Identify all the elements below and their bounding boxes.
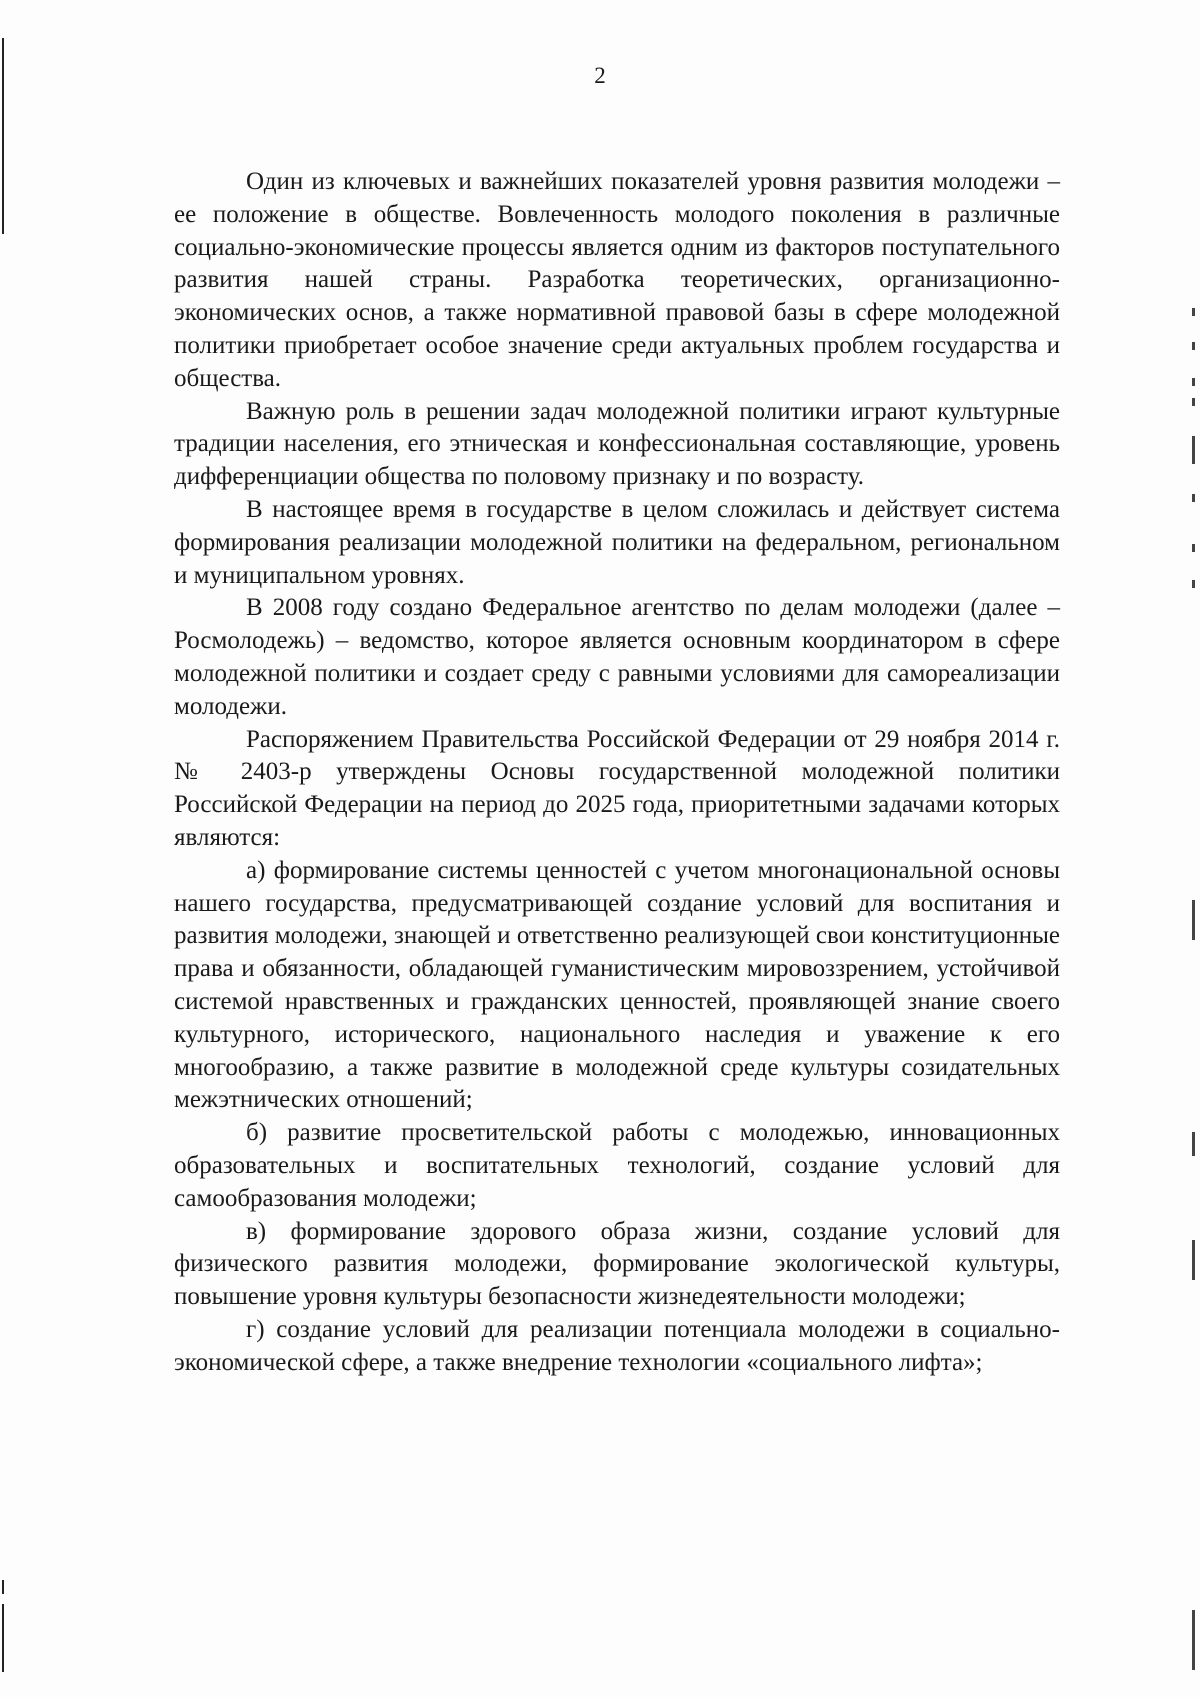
scan-edge-tick <box>1192 308 1195 316</box>
scan-edge-tick <box>1192 398 1195 406</box>
scan-edge-tick <box>1192 1240 1195 1280</box>
scan-edge-tick <box>1192 342 1195 350</box>
scan-edge-tick <box>1192 1610 1195 1670</box>
page-number: 2 <box>594 63 606 88</box>
paragraph-intro: Один из ключевых и важнейших показателей уровня развития молодежи – ее положение в обществе. Вовлеченность молодого поколения в различные социально-экономические процессы является одним из факторов поступательного развития нашей страны. Разработка теоретических, организационно-экономических основ, а также нормативной правовой базы в сфере молодежной политики приобретает особое значение среди актуальных проблем государства и общества. <box>174 168 1060 392</box>
list-item-g: г) создание условий для реализации потенциала молодежи в социально-экономической сфере, а также внедрение технологии «социального лифта»; <box>174 1315 1060 1376</box>
scan-edge-tick <box>1192 494 1195 502</box>
scan-edge-tick <box>1192 900 1195 940</box>
scan-edge-mark <box>2 1604 4 1672</box>
scan-edge-mark <box>2 1580 4 1594</box>
scan-edge-tick <box>1192 378 1195 386</box>
list-item-b: б) развитие просветительской работы с молодежью, инновационных образовательных и воспитательных технологий, создание условий для самообразования молодежи; <box>174 1119 1060 1212</box>
paragraph-government-order: Распоряжением Правительства Российской Федерации от 29 ноября 2014 г. № 2403-р утверждены Основы государственной молодежной политики Российской Федерации на период до 2025 года, приоритетными задачами которых являются: <box>174 725 1060 851</box>
list-item-v: в) формирование здорового образа жизни, создание условий для физического развития молодежи, формирование экологической культуры, повышение уровня культуры безопасности жизнедеятельности молодежи; <box>174 1217 1060 1311</box>
paragraph-cultural-traditions: Важную роль в решении задач молодежной политики играют культурные традиции населения, его этническая и конфессиональная составляющие, уровень дифференциации общества по половому признаку и по возрасту. <box>174 397 1060 491</box>
scan-edge-tick <box>1192 436 1195 464</box>
list-item-a: а) формирование системы ценностей с учетом многонациональной основы нашего государства, предусматривающей создание условий для воспитания и развития молодежи, знающей и ответственно реализующей свои конституционные права и обязанности, обладающей гуманистическим мировоззрением, устойчивой системой нравственных и гражданских ценностей, проявляющей знание своего культурного, исторического, национального наследия и уважение к его многообразию, а также развитие в молодежной среде культуры созидательных межэтнических отношений; <box>174 856 1060 1114</box>
scan-edge-tick <box>1192 544 1195 552</box>
scan-edge-tick <box>1192 1132 1195 1156</box>
paragraph-current-system: В настоящее время в государстве в целом сложилась и действует система формирования реализации молодежной политики на федеральном, региональном и муниципальном уровнях. <box>174 495 1060 589</box>
scan-edge-tick <box>1192 580 1195 588</box>
paragraph-rosmolodezh: В 2008 году создано Федеральное агентство по делам молодежи (далее – Росмолодежь) – ведомство, которое является основным координатором в сфере молодежной политики и создает среду с равными условиями для самореализации молодежи. <box>174 594 1060 720</box>
document-body <box>174 166 1060 1379</box>
